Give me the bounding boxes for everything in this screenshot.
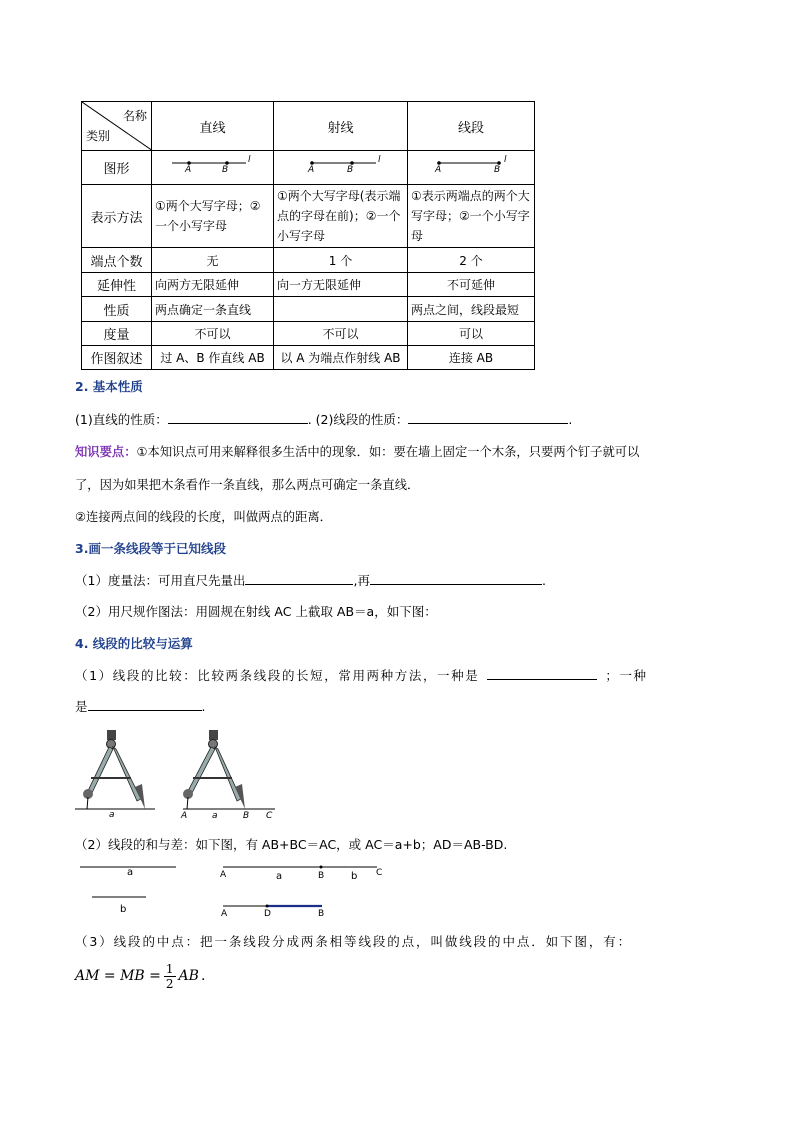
row-label: 延伸性 xyxy=(82,273,152,297)
corner-bottom-label: 类别 xyxy=(86,129,111,143)
table-row xyxy=(82,185,535,248)
period: . xyxy=(568,412,573,427)
table-cell: ①两个大写字母(表示端点的字母在前)；②一个小写字母 xyxy=(274,185,408,248)
line-property-label: (1)直线的性质： xyxy=(75,412,168,427)
label-a: A xyxy=(308,165,315,175)
fraction xyxy=(164,962,176,991)
label-l: l xyxy=(378,155,381,165)
key-point-label: 知识要点： xyxy=(75,445,137,459)
compass-right xyxy=(183,730,275,809)
label-b: B xyxy=(347,165,354,175)
table-row xyxy=(82,248,535,273)
table-row xyxy=(82,322,535,346)
seg-label-A2: A xyxy=(221,909,228,919)
seg-label-C: C xyxy=(376,868,383,878)
label-b: B xyxy=(493,165,501,175)
figure-ray-cell xyxy=(274,151,408,185)
period: . xyxy=(201,699,206,714)
table-cell: ①表示两端点的两个大写字母；②一个小写字母 xyxy=(407,185,534,248)
answer-blank[interactable] xyxy=(88,697,202,711)
header-segment: 线段 xyxy=(407,102,534,151)
measure-method-label: （1）度量法：可用直尺先量出 xyxy=(75,573,246,588)
seg-label-B: B xyxy=(318,871,325,881)
fraction-denominator: 2 xyxy=(165,976,174,991)
section-4-title: 4. 线段的比较与运算 xyxy=(75,636,193,651)
section-3-line-2: （2）用尺规作图法：用圆规在射线 AC 上截取 AB＝a，如下图： xyxy=(75,604,437,619)
answer-blank[interactable] xyxy=(408,410,568,424)
table-cell: 不可以 xyxy=(152,322,274,346)
formula-right: AB xyxy=(178,968,199,984)
corner-top-label: 名称 xyxy=(123,109,148,123)
line-figure xyxy=(152,151,272,181)
table-cell: 两点之间，线段最短 xyxy=(407,297,534,322)
formula-left: AM = MB = xyxy=(75,968,161,984)
section-4-midpoint: （3）线段的中点：把一条线段分成两条相等线段的点，叫做线段的中点．如下图，有： xyxy=(75,934,633,949)
compass-label-B: B xyxy=(243,811,250,821)
seg-label-a: a xyxy=(127,867,134,878)
compass-label-A: A xyxy=(181,811,188,821)
label-a: A xyxy=(434,165,442,175)
key-point-text: ①本知识点可用来解释很多生活中的现象．如：要在墙上固定一个木条，只要两个钉子就可以 xyxy=(136,445,640,459)
table-cell: 向两方无限延伸 xyxy=(152,273,274,297)
compare-label: （1）线段的比较：比较两条线段的长短，常用两种方法，一种是 xyxy=(75,668,480,683)
section-2-line-1 xyxy=(75,410,572,429)
seg-label-B2: B xyxy=(318,909,325,919)
answer-blank[interactable] xyxy=(245,571,353,585)
table-row xyxy=(82,346,535,370)
table-cell: 两点确定一条直线 xyxy=(152,297,274,322)
period: . xyxy=(541,573,546,588)
table-cell: 过 A、B 作直线 AB xyxy=(152,346,274,370)
seg-label-D: D xyxy=(264,909,271,919)
header-ray: 射线 xyxy=(274,102,408,151)
table-cell: 2 个 xyxy=(407,248,534,273)
compass-figure xyxy=(75,727,280,823)
table-header-row xyxy=(82,102,535,151)
section-4-line-2 xyxy=(75,697,206,716)
table-cell: 向一方无限延伸 xyxy=(274,273,408,297)
answer-blank[interactable] xyxy=(370,571,542,585)
compass-left xyxy=(75,730,155,809)
row-label: 性质 xyxy=(82,297,152,322)
table-cell: 可以 xyxy=(407,322,534,346)
table-row xyxy=(82,273,535,297)
table-row xyxy=(82,151,535,185)
seg-label-a2: a xyxy=(276,871,283,882)
compass-label-a: a xyxy=(109,810,115,820)
section-3-line-1 xyxy=(75,571,546,590)
key-point-line-2: 了，因为如果把木条看作一条直线，那么两点可确定一条直线． xyxy=(75,478,420,492)
section-2-title: 2. 基本性质 xyxy=(75,379,143,394)
table-cell: 不可以 xyxy=(274,322,408,346)
table-cell: ①两个大写字母；②一个小写字母 xyxy=(152,185,274,248)
key-point-line-1 xyxy=(75,443,639,461)
fraction-numerator: 1 xyxy=(165,961,174,976)
row-label: 表示方法 xyxy=(82,185,152,248)
segment-figure xyxy=(408,151,533,181)
table-cell: 1 个 xyxy=(274,248,408,273)
answer-blank[interactable] xyxy=(487,666,597,680)
table-corner-cell xyxy=(82,102,152,151)
header-line: 直线 xyxy=(152,102,274,151)
label-l: l xyxy=(503,155,507,165)
seg-label-A: A xyxy=(220,870,227,880)
figure-line-cell xyxy=(152,151,274,185)
section-3-title: 3.画一条线段等于已知线段 xyxy=(75,541,226,556)
table-cell: 无 xyxy=(152,248,274,273)
answer-blank[interactable] xyxy=(168,410,308,424)
figure-segment-cell xyxy=(407,151,534,185)
table-cell: 不可延伸 xyxy=(407,273,534,297)
seg-label-b2: b xyxy=(351,871,358,882)
midpoint-formula xyxy=(75,958,205,994)
label-b: B xyxy=(222,165,229,175)
compass-label-C: C xyxy=(266,811,273,821)
compare-label-2: ；一种 xyxy=(605,668,648,683)
then-label: ,再 xyxy=(353,573,370,588)
compare-label-3: 是 xyxy=(75,699,88,714)
ray-figure xyxy=(274,151,406,181)
table-cell: 以 A 为端点作射线 AB xyxy=(274,346,408,370)
table-cell: 连接 AB xyxy=(407,346,534,370)
table-row xyxy=(82,297,535,322)
table-cell xyxy=(274,297,408,322)
row-label: 度量 xyxy=(82,322,152,346)
row-label: 端点个数 xyxy=(82,248,152,273)
section-4-sum-diff: （2）线段的和与差：如下图，有 AB+BC＝AC，或 AC＝a+b；AD＝AB-BD. xyxy=(75,837,508,852)
section-4-line-1 xyxy=(75,666,648,685)
key-point-line-3: ②连接两点间的线段的长度，叫做两点的距离． xyxy=(75,510,332,524)
period: . xyxy=(200,968,206,984)
comparison-table xyxy=(81,101,535,370)
label-l: l xyxy=(248,155,251,165)
segment-property-label: . (2)线段的性质： xyxy=(307,412,409,427)
row-label: 作图叙述 xyxy=(82,346,152,370)
row-label: 图形 xyxy=(82,151,152,185)
compass-label-a2: a xyxy=(212,811,218,821)
seg-label-b: b xyxy=(120,904,127,915)
label-a: A xyxy=(185,165,192,175)
